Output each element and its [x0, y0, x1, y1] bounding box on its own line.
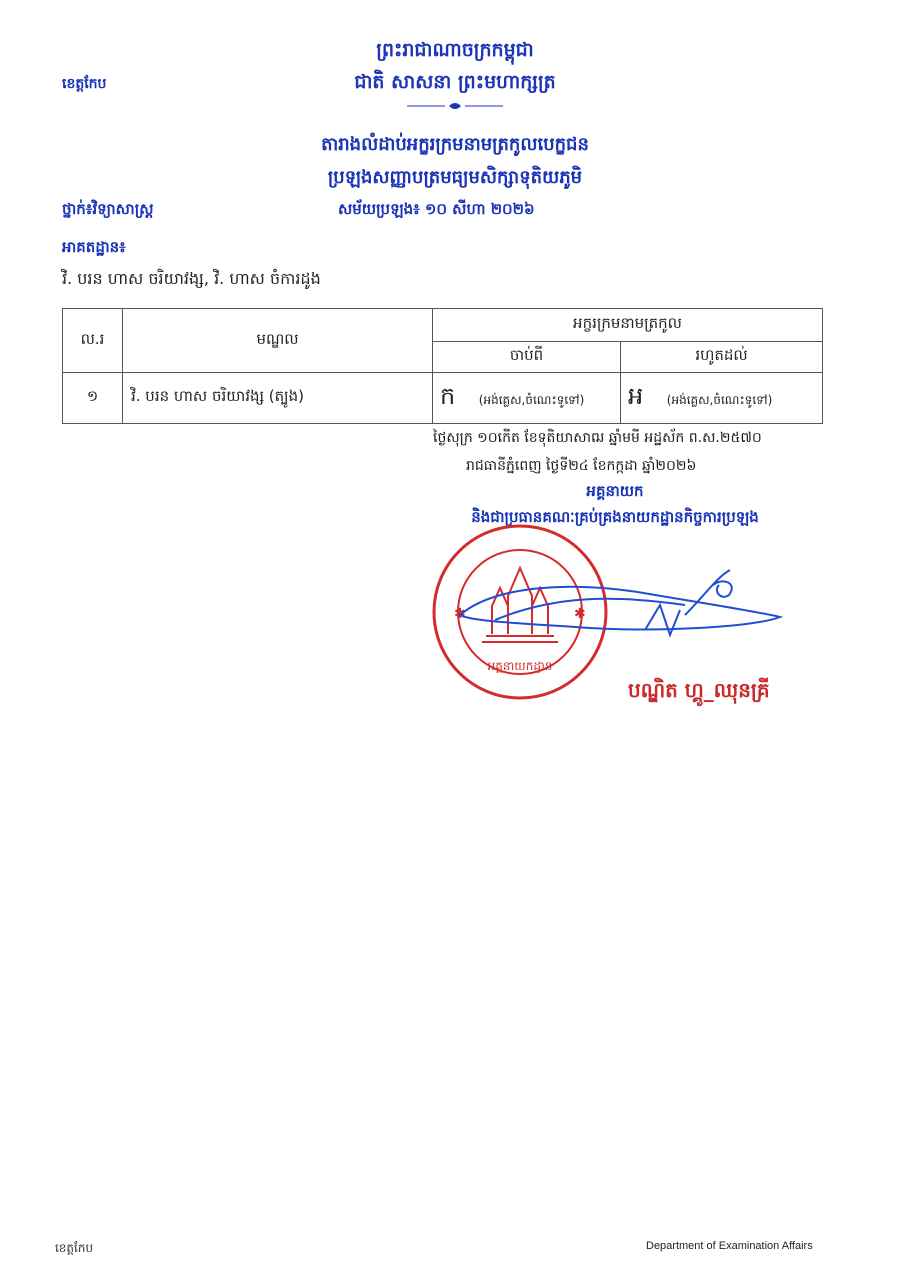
footer-department: Department of Examination Affairs [646, 1240, 813, 1252]
ornament-divider [405, 100, 505, 112]
row-from [433, 373, 621, 424]
header-from: ចាប់ពី [433, 342, 621, 373]
venue-heading: អាគតដ្ឋាន៖ [62, 238, 126, 256]
alphabet-table [62, 308, 823, 424]
header-to: រហូតដល់ [621, 342, 823, 373]
row-to [621, 373, 823, 424]
from-note: (អង់គ្លេស,ចំណេះទូទៅ) [478, 392, 585, 407]
province-label: ខេត្តកែប [62, 76, 107, 92]
table-row [63, 373, 823, 424]
document-title: តារាងលំដាប់អក្ខរក្រមនាមត្រកូលបេក្ខជន [321, 134, 589, 155]
signature [455, 555, 785, 675]
svg-text:✱: ✱ [454, 606, 466, 622]
svg-text:✱: ✱ [574, 606, 586, 622]
header-alphabet: អក្ខរក្រមនាមត្រកូល [433, 309, 823, 342]
to-letter: អ [628, 381, 644, 410]
class-section: ថ្នាក់៖វិទ្យាសាស្ត្រ [62, 200, 154, 218]
signer-name: បណ្ឌិត ហ្គូ_ឈុនគ្រី [628, 678, 770, 702]
footer-province: ខេត្តកែប [55, 1241, 94, 1255]
header-no: ល.រ [63, 309, 123, 373]
national-motto: ជាតិ សាសនា ព្រះមហាក្សត្រ [354, 71, 556, 93]
exam-session: សម័យប្រឡង៖ ១០ សីហា ២០២៦ [338, 200, 535, 218]
director-title: អគ្គនាយក [586, 482, 644, 500]
stamp-text: អគ្គនាយកដ្ឋាន [487, 659, 553, 673]
from-letter: ក [440, 381, 456, 410]
city-date: រាជធានីភ្នំពេញ ថ្ងៃទី២៤ ខែកក្កដា ឆ្នាំ២០២៦ [466, 458, 697, 474]
row-center: វិ. បរន ហាស ចរិយាវង្ស (ត្បូង) [123, 373, 433, 424]
header-center: មណ្ឌល [123, 309, 433, 373]
kingdom-title: ព្រះរាជាណាចក្រកម្ពុជា [376, 39, 534, 61]
director-role: និងជាប្រធានគណៈគ្រប់គ្រងនាយកដ្ឋានកិច្ចការប្រឡង [471, 508, 759, 526]
to-note: (អង់គ្លេស,ចំណេះទូទៅ) [666, 392, 773, 407]
row-no: ១ [63, 373, 123, 424]
venue-name: វិ. បរន ហាស ចរិយាវង្ស, វិ. ហាស ចំការដូង [62, 269, 321, 288]
exam-name: ប្រឡងសញ្ញាបត្រមធ្យមសិក្សាទុតិយភូមិ [327, 167, 583, 188]
lunar-date: ថ្ងៃសុក្រ ១០កើត ខែទុតិយាសាឍ ឆ្នាំមមី អដ្ឋស័ក ព.ស.២៥៧០ [433, 430, 762, 446]
